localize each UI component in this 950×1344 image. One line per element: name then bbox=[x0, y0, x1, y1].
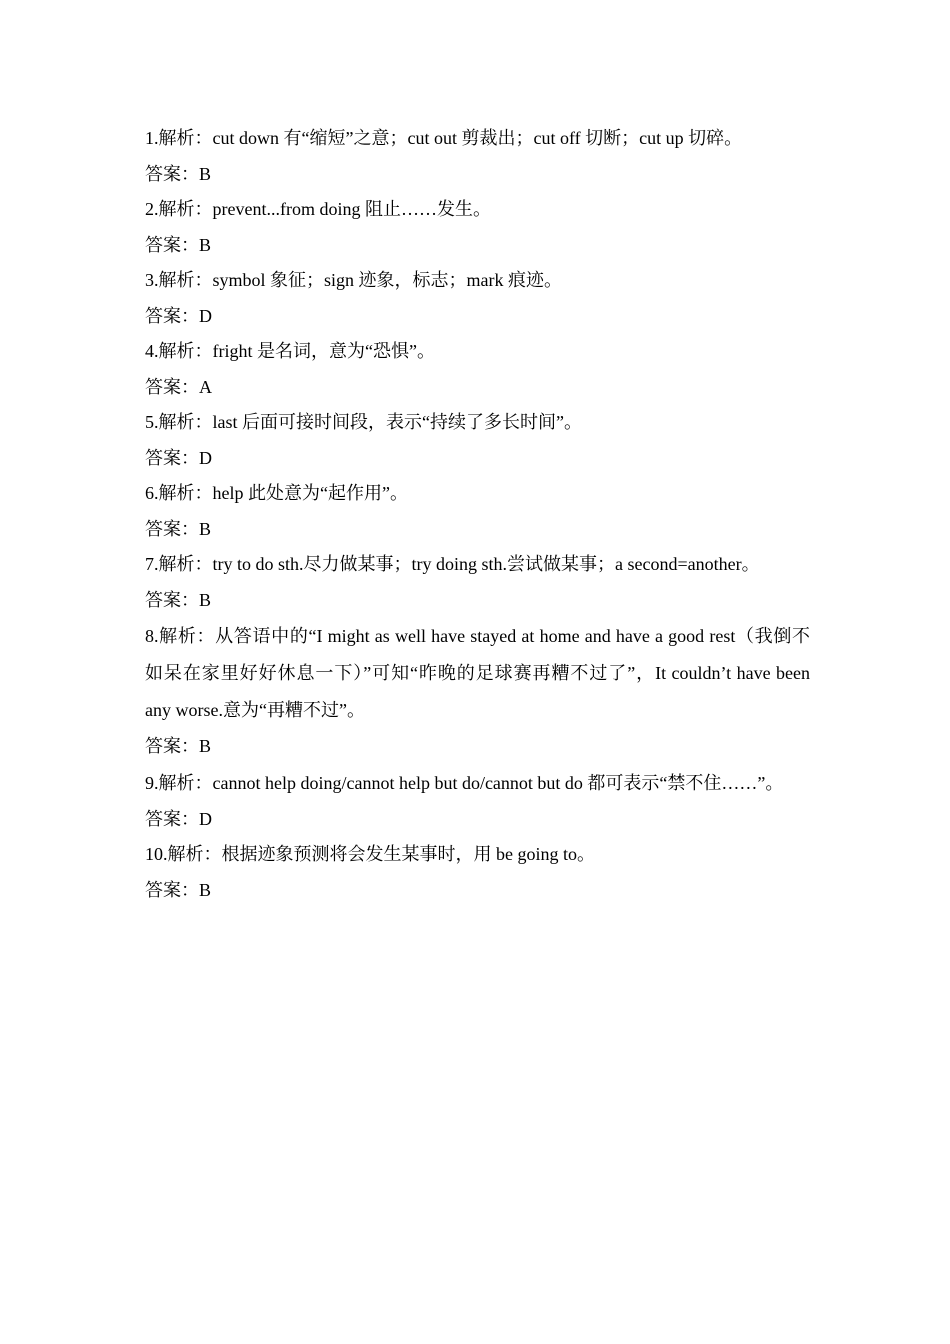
answer-10: 答案：B bbox=[145, 879, 212, 900]
explanation-1: 1.解析：cut down 有“缩短”之意；cut out 剪裁出；cut off 切断；cut up 切碎。 bbox=[145, 128, 743, 148]
explanation-7: 7.解析：try to do sth.尽力做某事；try doing sth.尝试做某事；a second=another。 bbox=[145, 554, 760, 574]
explanation-5: 5.解析：last 后面可接时间段，表示“持续了多长时间”。 bbox=[145, 412, 582, 432]
explanation-2: 2.解析：prevent...from doing 阻止……发生。 bbox=[145, 199, 491, 219]
answer-key bbox=[145, 121, 810, 908]
answer-7: 答案：B bbox=[145, 589, 212, 610]
answer-1: 答案：B bbox=[145, 163, 212, 184]
answer-5: 答案：D bbox=[145, 447, 212, 468]
answer-9: 答案：D bbox=[145, 808, 212, 829]
answer-3: 答案：D bbox=[145, 305, 212, 326]
explanation-3: 3.解析：symbol 象征；sign 迹象，标志；mark 痕迹。 bbox=[145, 270, 562, 290]
answer-4: 答案：A bbox=[145, 376, 212, 397]
explanation-9: 9.解析：cannot help doing/cannot help but do/cannot but do 都可表示“禁不住……”。 bbox=[145, 772, 784, 793]
answer-8: 答案：B bbox=[145, 736, 212, 756]
explanation-8: 8.解析：从答语中的“I might as well have stayed at home and have a good rest（我倒不如呆在家里好好休息一下）”可知“昨晚的足球赛再糟不过了”，It couldn’t have been any worse.意为“再糟不过”。 bbox=[145, 626, 810, 720]
answer-6: 答案：B bbox=[145, 518, 212, 539]
explanation-10: 10.解析：根据迹象预测将会发生某事时，用 be going to。 bbox=[145, 844, 595, 864]
answer-2: 答案：B bbox=[145, 234, 212, 255]
explanation-4: 4.解析：fright 是名词，意为“恐惧”。 bbox=[145, 341, 435, 361]
explanation-6: 6.解析：help 此处意为“起作用”。 bbox=[145, 483, 408, 503]
